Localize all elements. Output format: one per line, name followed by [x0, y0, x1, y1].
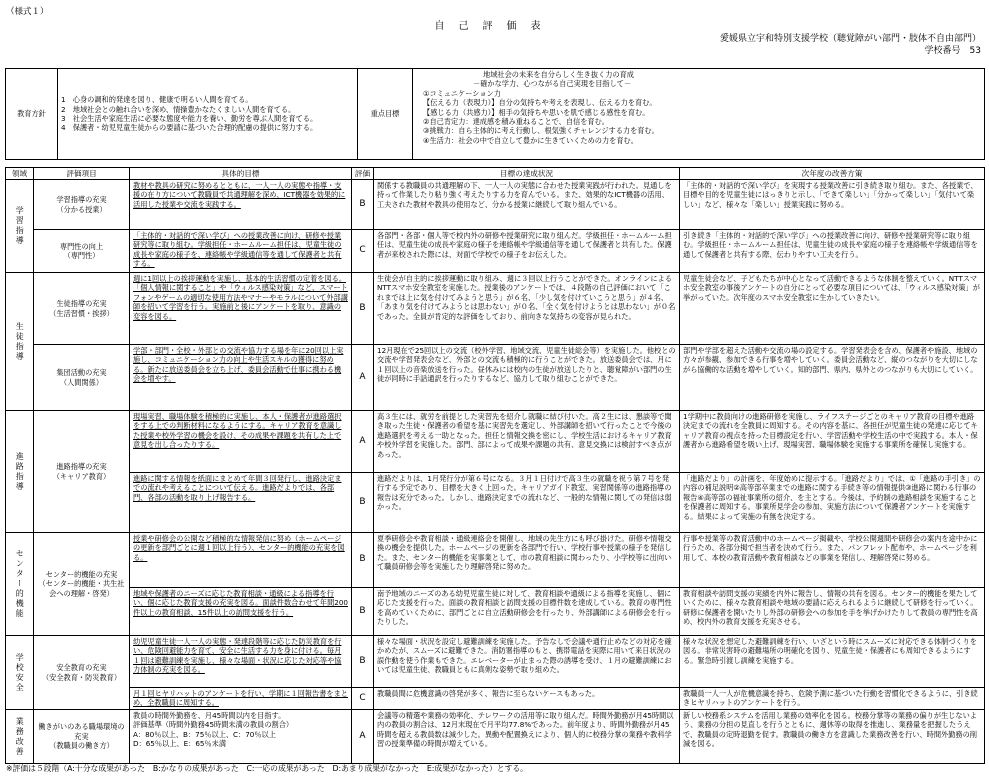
- domain-cell: センター的機能: [6, 533, 34, 636]
- goal-item: ③挑戦力：自ら主体的に考え行動し、根気強くチャレンジする力を育む。: [423, 126, 659, 136]
- grade-cell: C: [352, 688, 374, 710]
- header-item: 評価項目: [34, 168, 130, 180]
- item-cell: センター的機能の充実 （センター的機能・共生社会への理解・啓発）: [34, 533, 130, 636]
- status-cell: 各部門・各部・個人等で校内外の研修や授業研究に取り組んだ。学級担任・ホームルーム担任は、児童生徒の成長や家庭の様子を連絡帳や学級通信等を通して保護者と共有した。保護者が来校された際には、対面で学校での様子をお伝えした。: [374, 230, 680, 273]
- status-cell: 会議等の精選や業務の効率化、テレワークの活用等に取り組んだ。時間外勤務が月45時間以内の教員の割合は、12月末現在で月平均77.8%であった。前年度より、時間外勤務が月45時間を超える教員数は減少した。異動や配置換えにより、個人的に校務分掌の業務や教科学習の授業準備の時間が増えている。: [374, 710, 680, 764]
- next-cell: 様々な状況を想定した避難訓練を行い、いざという時にスムーズに対応できる体制づくりを図る。非常災害時の避難場所の明確化を図り、児童生徒・保護者にも周知できるようにする。緊急時引渡し訓練を実施する。: [680, 636, 985, 688]
- next-cell: 部門や学部を超えた活動や交流の場の設定する。学習発表会を含め、保護者や施設、地域の方々が参観、参加できる行事を増やしていく。委員会活動など、縦のつながりを大切にしながら協働的な活動を増やしていく。知的部門、県内、県外とのつながりも大切にしていく。: [680, 345, 985, 411]
- table-row: [6, 473, 985, 533]
- status-cell: 高３生には、就労を前提とした実習先を紹介し就職に結び付いた。高２生には、懇談等で聞き取った生徒・保護者の希望を基に実習先を選定し、外部講師を招いて行ったことで今後の進路選択を考える一助となった。担任と情報交換を密にし、学校生活におけるキャリア教育や校外学習を実施した。部門、部によって成果や課題の共有、意見交換には検討すべき点があった。: [374, 411, 680, 473]
- goal-cell: 現場実習、職場体験を積極的に実施し、本人・保護者が進路選択をする上での判断材料になるようにする。キャリア教育を意識した授業や校外学習の機会を設け、その成果や課題を共有した上で意見を出し合ったりする。: [130, 411, 352, 473]
- policy-table: [5, 68, 985, 160]
- next-cell: 新しい校務系システムを活用し業務の効率化を図る。校務分掌等の業務の偏りが生じないよう、業務の分担の見直しを行うとともに、週休等の取得を推進し、業務量を把握したうえで、教職員の定時退勤を促す。教職員の働き方を意識した業務改善を行い、時間外勤務の削減を図る。: [680, 710, 985, 764]
- goal-item: ②自己肯定力：達成感を積み重ねることで、自信を育む。: [423, 117, 609, 127]
- goal-cell: 教材や教具の研究に努めるとともに、一人一人の実態や指導・支援の在り方について教職員で共通理解を深め、ICT機器を効果的に活用した授業や交流を実践する。: [130, 180, 352, 230]
- table-row: [6, 688, 985, 710]
- status-cell: 教職員間に危機意識の啓発が多く、報告に至らないケースもあった。: [374, 688, 680, 710]
- table-row: [6, 345, 985, 411]
- goal-cell: 学部・部門・全校・外部との交流や協力する場を年に20回以上実施し、コミュニケーション力の向上や生活スキルの獲得に努める。新たに放送委員会を立ち上げ、委員会活動で仕事に携わる機会を増やす。: [130, 345, 352, 411]
- table-row: [6, 180, 985, 230]
- status-cell: 12月現在で25回以上の交流（校外学習、地域交流、児童生徒総会等）を実施した。他校との交流や学習発表会など、外部との交流も積極的に行うことができた。放送委員会では、月に１回以上の音楽放送を行った。昼休みには校内の生徒が放送したりと、聴覚障がい部門の生徒が同時に手話通訳を行ったりするなど、協力して取り組むことができた。: [374, 345, 680, 411]
- next-cell: 教職員一人一人が危機意識を持ち、危険予測に基づいた行動を習慣化できるように、引き続きヒヤリハットのアンケートを行う。: [680, 688, 985, 710]
- grade-cell: B: [352, 180, 374, 230]
- grade-cell: A: [352, 710, 374, 764]
- next-cell: 児童生徒会など、子どもたちが中心となって活動できるような体制を整えていく。NTTスマホ安全教室の事後アンケートの自分にとって必要な項目については、「ウィルス感染対策」が挙がっていた。次年度のスマホ安全教室に生かしていきたい。: [680, 273, 985, 345]
- goal-cell: 幼児児童生徒一人一人の実態・発達段階等に応じた防災教育を行い、危険回避能力を育て、安全に生活する力を身に付ける。毎月１回は避難訓練を実施し、様々な場面・状況に応じた対応等や協力体制の充実を図る。: [130, 636, 352, 688]
- goal-cell: 「主体的・対話的で深い学び」への授業改善に向け、研修や授業研究等に取り組む。学級担任・ホームルーム担任は、児童生徒の成長や家庭の様子を、連絡帳や学級通信等を通して保護者と共有する。: [130, 230, 352, 273]
- status-cell: 生徒会が自主的に挨拶運動に取り組み、週に３回以上行うことができた。オンラインによるNTTスマホ安全教室を実施した。授業後のアンケートでは、４段階の自己評価において「これまでは上に気を付けてみようと思う」が６名、「少し気を付けていこうと思う」が４名、「あまり気を付けてみようとは思わない」が０名、「全く気を付けようとは思わない」が０名であった。全員が肯定的な評価をしており、前向きな気持ちの変容が見られた。: [374, 273, 680, 345]
- table-row: [6, 411, 985, 473]
- school-number: 学校番号 53: [924, 46, 981, 56]
- next-cell: 「進路だより」の計画を、年度始めに提示する。「進路だより」では、①「進路の手引き」の内容の補足説明②高等部卒業までの進路に関する手続き等の情報提供③進路に関わる行事の報告④高等部の福祉事業所の紹介、を主とする。今後は、予約制の進路相談を実施することを保護者に周知する。事業所見学会の参加、実施方法について保護者アンケートを実施する。結果によって実施の有無を決定する。: [680, 473, 985, 533]
- goal-label: 重点目標: [358, 69, 413, 160]
- policy-item: 3 社会生活や家庭生活に必要な態度や能力を養い、勤労を尊ぶ人間を育てる。: [61, 114, 318, 123]
- goal-item: ①コミュニケーション力: [423, 88, 501, 98]
- table-row: [6, 636, 985, 688]
- grade-cell: B: [352, 473, 374, 533]
- table-row: [6, 588, 985, 636]
- item-cell: 進路指導の充実 （キャリア教育）: [34, 411, 130, 533]
- form-label: （様式１）: [6, 7, 49, 17]
- table-row: [6, 533, 985, 588]
- table-header-row: [6, 168, 985, 180]
- goal-cell: 月１回ヒヤリハットのアンケートを行い、学期に１回報告書をまとめ、全教職員に周知する。: [130, 688, 352, 710]
- table-row: [6, 230, 985, 273]
- domain-cell: 学習指導: [6, 180, 34, 273]
- item-cell: 専門性の向上 （専門性）: [34, 230, 130, 273]
- status-cell: 夏季研修会や教育相談・通級連絡会を開催し、地域の先生方にも呼び掛けた。研修や情報交換の機会を提供した。ホームページの更新を各部門で行い、学校行事や授業の様子を発信した。また、センター的機能を実事業として、市の教育相談に関わったり、小学校等に出向いて職員研修会等を実施したり理解啓発に努めた。: [374, 533, 680, 588]
- school-info: [720, 33, 981, 57]
- status-cell: 南予地域のニーズのある幼児児童生徒に対して、教育相談や通級による指導を実施し、個に応じた支援を行った。面談の教育相談と訪問支援の目標件数を達成している。教育の専門性を高めていくために、部門ごとに自立活動研修会を行ったり、外部講師による研修会を行ったりした。: [374, 588, 680, 636]
- school-name: 愛媛県立宇和特別支援学校（聴覚障がい部門・肢体不自由部門）: [719, 34, 981, 44]
- status-cell: 進路だよりは、1月発行分が第６号になる。３月１日付けで高３生の就職を祝う第７号を発行する予定であり、目標を大きく上回った。キャリアガイド教室、実習関係等の進路指導の報告は充分であった。しかし、進路決定までの流れなど、一般的な情報に関しての発信は弱かった。: [374, 473, 680, 533]
- goal-item: 【感じる力（共感力）】相手の気持ちや思いを肌で感じる感性を育む。: [423, 107, 650, 117]
- goal-cell: 地域や保護者のニーズに応じた教育相談・通級による指導を行い、個に応じた教育支援の充実を図る。面談件数合わせて年間200件以上の教育相談、15件以上の訪問支援を行う。: [130, 588, 352, 636]
- grade-cell: B: [352, 636, 374, 688]
- status-cell: 関係する教職員の共通理解の下、一人一人の実態に合わせた授業実践が行われた。見通しを持って作業したり粘り強く考えたりする力を育んでいる。また、効果的なICT機器の活用、工夫された教材や教具の使用など、分かる授業に継続して取り組んでいる。: [374, 180, 680, 230]
- goal-subtitle: －確かな学力、心つながる自己実現を目指して－: [473, 79, 632, 89]
- grade-cell: B: [352, 273, 374, 345]
- table-row: [6, 710, 985, 764]
- goal-cell: 進路に関する情報を紙面にまとめて年間３回発行し、進路決定までの流れや考えることについて伝える。進路だよりでは、各部門、各部の活動を取り上げ報告する。: [130, 473, 352, 533]
- grade-cell: B: [352, 588, 374, 636]
- grade-cell: A: [352, 411, 374, 473]
- next-cell: 「主体的・対話的で深い学び」を実現する授業改善に引き続き取り組む。また、各授業で、目標や目的を児童生徒にはっきりと示し、「できて楽しい」「分かって楽しい」「気付いて楽しい」など、様々な「楽しい」授業実践に努める。: [680, 180, 985, 230]
- item-cell: 集団活動の充実 （人間関係）: [34, 345, 130, 411]
- domain-cell: 学校安全: [6, 636, 34, 710]
- header-status: 目標の達成状況: [374, 168, 680, 180]
- table-row: [6, 273, 985, 345]
- grade-cell: B: [352, 533, 374, 588]
- item-cell: 学習指導の充実 （分かる授業）: [34, 180, 130, 230]
- policy-label: 教育方針: [6, 69, 58, 160]
- item-cell: 生徒指導の充実 （生活習慣・挨拶）: [34, 273, 130, 345]
- goal-cell: 週に1回以上の挨拶運動を実施し、基本的生活習慣の定着を図る。「個人情報に関すること」や「ウィルス感染対策」など、スマートフォンやゲームの適切な使用方法やマナーやモラルについて外部講師を招いて学習を行う。実施前と後にアンケートを取り、意識の変容を図る。: [130, 273, 352, 345]
- policy-item: 1 心身の調和的発達を図り、健康で明るい人間を育てる。: [61, 95, 253, 105]
- goal-cell: 教員の時間外勤務を、月45時間以内を目指す。 評価基準（時間外勤務45時間未満の教員の割合） A：80％以上、B：75％以上、C：70％以上 D：65％以上、E：65％未満: [130, 710, 352, 764]
- next-cell: 引き続き「主体的・対話的で深い学び」への授業改善に向け、研修や授業研究等に取り組む。学級担任・ホームルーム担任は、児童生徒の成長や家庭の様子を連絡帳や学級通信等を通して保護者と共有する際、伝わりやすい工夫を行う。: [680, 230, 985, 273]
- domain-cell: 生徒指導: [6, 273, 34, 411]
- header-next: 次年度の改善方策: [680, 168, 985, 180]
- goal-content: [413, 69, 985, 160]
- next-cell: 行事や授業等の教育活動中のホームページ掲載や、学校公開週間や研修会の案内を途中かに行うため、各部分掲で担当者を決めて行う。また、パンフレット配布や、ホームページを利用して、本校の教育活動や教育相談などの事業を発信し、理解啓発に努める。: [680, 533, 985, 588]
- domain-cell: 業務改善: [6, 710, 34, 764]
- item-cell: 安全教育の充実 （安全教育・防災教育）: [34, 636, 130, 710]
- document-title: 自己評価表: [434, 21, 555, 32]
- header-grade: 評価: [352, 168, 374, 180]
- goal-item: ④生活力：社会の中で自立して豊かに生きていくための力を育む。: [423, 135, 638, 145]
- grade-cell: A: [352, 345, 374, 411]
- next-cell: 1学期中に教員向けの進路研修を実施し、ライフステージごとのキャリア教育の目標や進路決定までの流れを全教員に周知する。その内容を基に、各担任が児童生徒の発達に応じてキャリア教育の視点を持った目標設定を行い、学習活動や学校生活の中で実践する。本人・保護者から進路希望を吸い上げ、現場実習、職場体験を実施する事業所を確保し実施する。: [680, 411, 985, 473]
- status-cell: 様々な場面・状況を設定し避難訓練を実施した。予告なしで会議や通行止めなどの対応を確かめたが、スムーズに避難できた。消防署指導のもと、携帯電話を実際に用いて来日状況の誤作動を使う作業もできた。エレベーターが止まった際の誘導を受け、１月の避難訓練においては児童生徒、教職員ともに真剣な姿勢で取り組めた。: [374, 636, 680, 688]
- goal-item: 【伝える力（表現力）】自分の気持ちや考えを表現し、伝える力を育む。: [423, 98, 657, 108]
- goal-cell: 授業や研修会の公開など積極的な情報発信に努め（ホームページの更新を部門ごとに週１回以上行う）、センター的機能の充実を図る。: [130, 533, 352, 588]
- grade-cell: C: [352, 230, 374, 273]
- policy-item: 4 保護者・幼児児童生徒からの要請に基づいた合理的配慮の提供に努力する。: [61, 123, 318, 133]
- policy-list: [58, 69, 358, 160]
- next-cell: 教育相談や訪問支援の実績を内外に報告し、情報の共有を図る。センター的機能を果たしていくために、様々な教育相談や地域の要請に応えられるように継続して研修を行っていく。研修に保護者を開いたりし外部の研修会への参加を手を挙げかけたりして教員の専門性を高め、校内外の教育支援を充実させる。: [680, 588, 985, 636]
- evaluation-table: [5, 167, 985, 764]
- header-goal: 具体的目標: [130, 168, 352, 180]
- footer-note: ※評価は５段階（A:十分な成果があった B:かなりの成果があった C:一応の成果があった D:あまり成果がなかった E:成果がなかった）とする。: [6, 764, 528, 773]
- policy-item: 2 地域社会との触れ合いを深め、情操豊かなたくましい人間を育てる。: [61, 104, 296, 114]
- header-domain: 領域: [6, 168, 34, 180]
- goal-title: 地域社会の未来を自分らしく生き抜く力の育成: [483, 70, 634, 79]
- item-cell: 働きがいのある職場環境の充実 （教職員の働き方）: [34, 710, 130, 764]
- domain-cell: 進路指導: [6, 411, 34, 533]
